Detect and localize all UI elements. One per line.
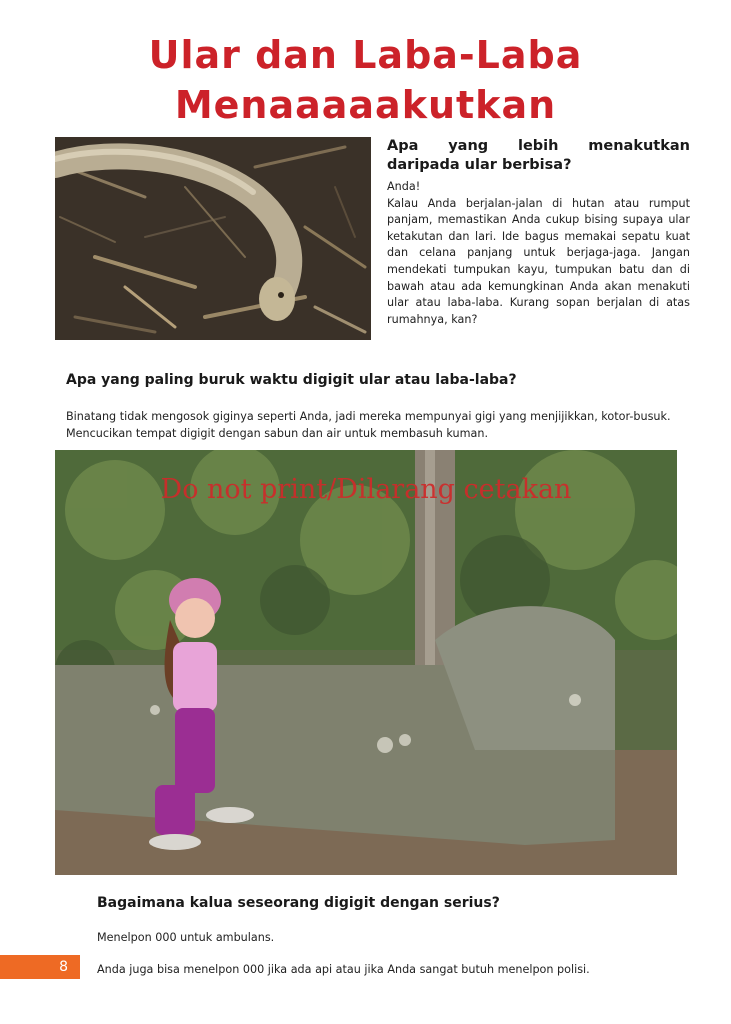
snake-photo <box>55 137 371 340</box>
section-2-body: Binatang tidak mengosok giginya seperti Anda, jadi mereka mempunyai gigi yang menjijikkan, kotor-busuk. Mencucikan tempat digigit dengan sabun dan air untuk membasuh kuman. <box>66 410 671 440</box>
page-title <box>0 30 731 130</box>
intro-heading: Apa yang lebih menakutkan daripada ular berbisa? <box>387 138 690 173</box>
title-line-2: Menaaaaakutkan <box>174 83 557 127</box>
page-number: 8 <box>59 959 68 975</box>
intro-body: Kalau Anda berjalan-jalan di hutan atau rumput panjam, memastikan Anda cukup bising supaya ular ketakutan dan lari. Ide bagus memakai sepatu kuat dan celana panjang untuk berjaga-jaga. Jangan mendekati tumpukan kayu, tumpukan batu dan di bawah atau ada kemungkinan Anda akan menakuti ular atau laba-laba. Kurang sopan berjalan di atas rumahnya, kan? <box>387 196 690 326</box>
section-3-heading: Bagaimana kalua seseorang digigit dengan serius? <box>97 895 500 911</box>
page-number-tab <box>0 955 80 979</box>
title-line-1: Ular dan Laba-Laba <box>148 33 583 77</box>
intro-answer: Anda! <box>387 180 421 193</box>
section-3-line-2: Anda juga bisa menelpon 000 jika ada api atau jika Anda sangat butuh menelpon polisi. <box>97 963 590 976</box>
section-3-line-1: Menelpon 000 untuk ambulans. <box>97 931 275 944</box>
forest-girl-photo <box>55 450 677 875</box>
photo-watermark: Do not print/Dilarang cetakan <box>160 474 572 505</box>
section-2-heading: Apa yang paling buruk waktu digigit ular atau laba-laba? <box>66 372 517 388</box>
intro-text-block <box>387 137 690 328</box>
